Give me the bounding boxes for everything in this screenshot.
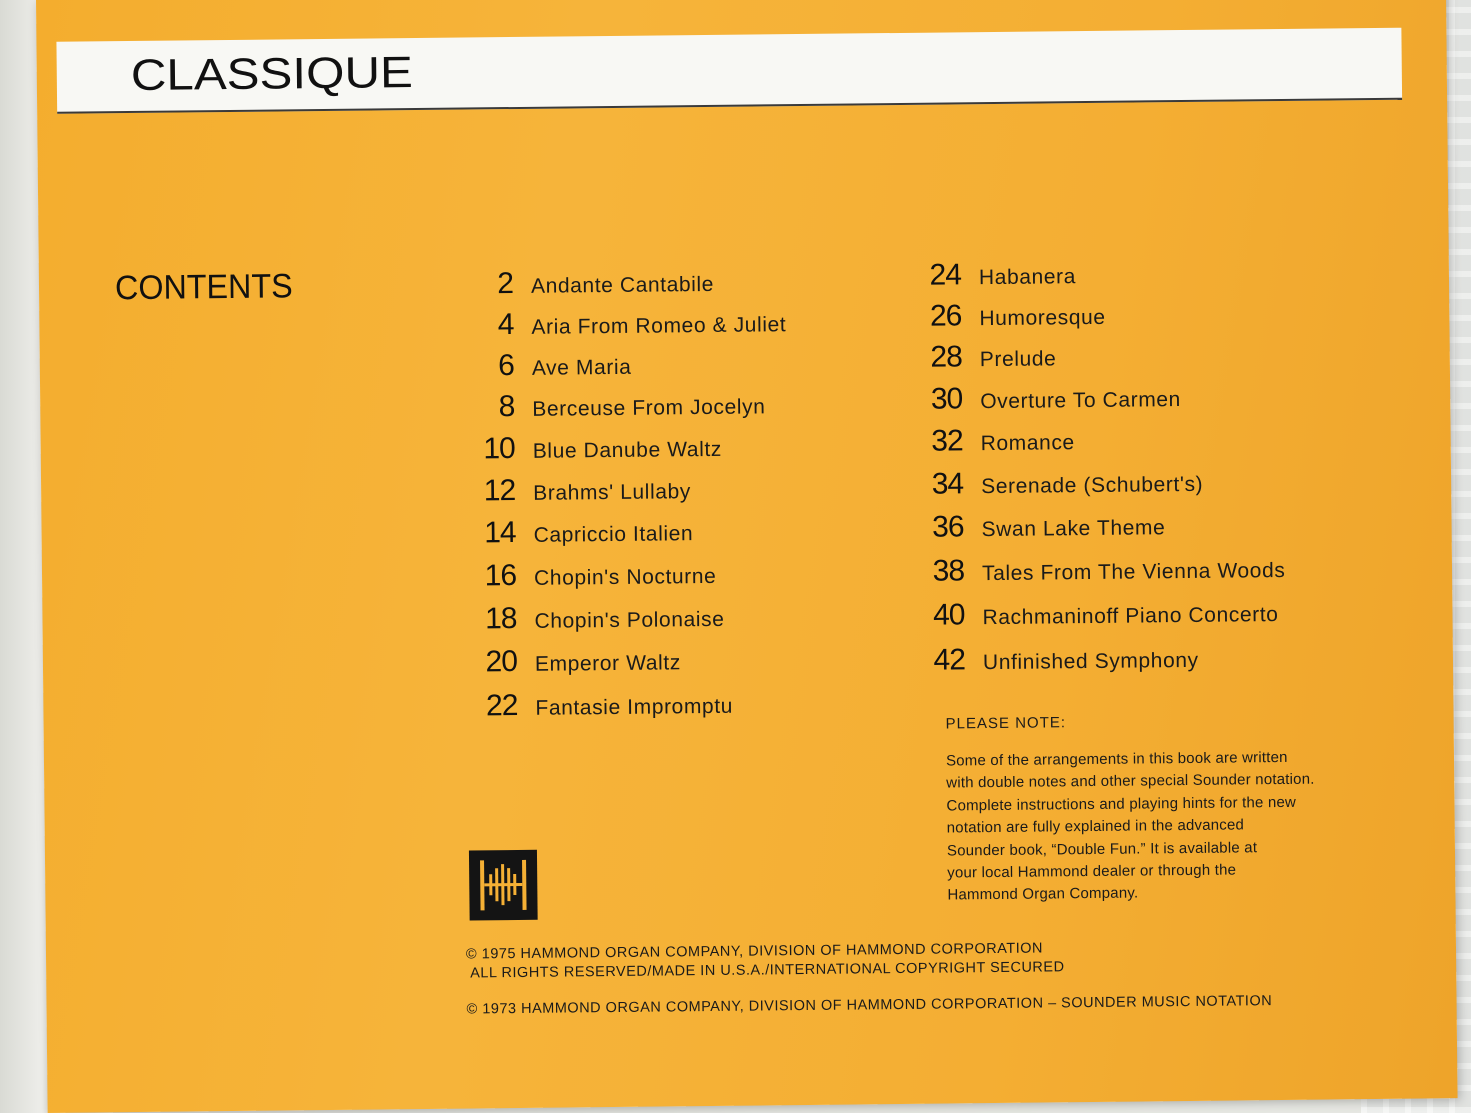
toc-entry <box>472 600 724 637</box>
toc-piece-title: Swan Lake Theme <box>981 516 1166 542</box>
toc-page-number: 14 <box>484 516 516 550</box>
note-line: notation are fully explained in the advanced <box>946 816 1245 837</box>
toc-entry <box>917 257 1076 293</box>
toc-entry <box>920 595 1278 633</box>
toc-page-number: 6 <box>497 349 515 383</box>
hammond-logo <box>469 850 538 921</box>
toc-entry <box>918 423 1074 459</box>
toc-entry <box>469 305 786 342</box>
toc-page-number: 38 <box>932 554 965 588</box>
toc-entry <box>917 298 1106 334</box>
toc-piece-title: Capriccio Italien <box>533 522 694 547</box>
toc-page-number: 8 <box>498 390 515 424</box>
toc-piece-title: Overture To Carmen <box>980 388 1182 414</box>
toc-page-number: 42 <box>933 643 966 677</box>
toc-piece-title: Andante Cantabile <box>530 272 715 298</box>
toc-entry <box>471 472 691 508</box>
toc-entry <box>471 514 693 550</box>
contents-heading: CONTENTS <box>114 267 293 308</box>
toc-page-number: 2 <box>497 267 514 301</box>
toc-page-number: 28 <box>930 340 962 374</box>
toc-entry <box>473 643 681 679</box>
note-body <box>946 746 1388 907</box>
copyright-line-3: © 1973 HAMMOND ORGAN COMPANY, DIVISION OF HAMMOND CORPORATION – SOUNDER MUSIC NOTATION <box>466 993 1273 1018</box>
toc-page-number: 20 <box>485 645 518 679</box>
note-line: Complete instructions and playing hints for the new <box>946 793 1297 815</box>
toc-piece-title: Tales From The Vienna Woods <box>981 558 1286 586</box>
toc-page-number: 24 <box>929 258 962 292</box>
toc-entry <box>919 465 1203 502</box>
toc-page-number: 36 <box>932 510 964 544</box>
toc-piece-title: Chopin's Nocturne <box>533 564 717 590</box>
toc-piece-title: Berceuse From Jocelyn <box>532 395 766 421</box>
toc-entry <box>920 551 1286 589</box>
toc-piece-title: Rachmaninoff Piano Concerto <box>982 603 1279 630</box>
toc-page-number: 32 <box>931 424 963 458</box>
book-title: CLASSIQUE <box>130 48 414 101</box>
note-line: your local Hammond dealer or through the <box>947 861 1237 882</box>
toc-piece-title: Ave Maria <box>531 355 632 380</box>
toc-piece-title: Chopin's Polonaise <box>534 607 725 633</box>
toc-piece-title: Unfinished Symphony <box>982 648 1199 675</box>
booklet-page <box>36 0 1458 1113</box>
note-line: Hammond Organ Company. <box>947 884 1139 904</box>
toc-piece-title: Emperor Waltz <box>534 651 681 676</box>
toc-page-number: 4 <box>497 308 514 342</box>
note-heading: PLEASE NOTE: <box>945 714 1067 733</box>
toc-piece-title: Romance <box>980 431 1075 456</box>
toc-piece-title: Blue Danube Waltz <box>532 437 723 463</box>
toc-page-number: 30 <box>930 382 963 416</box>
toc-piece-title: Habanera <box>978 265 1077 290</box>
toc-piece-title: Aria From Romeo & Juliet <box>531 313 787 339</box>
note-line: Some of the arrangements in this book are written <box>945 748 1288 770</box>
toc-page-number: 12 <box>483 474 516 508</box>
toc-page-number: 40 <box>932 598 965 632</box>
toc-page-number: 26 <box>929 299 962 333</box>
copyright-line-1: © 1975 HAMMOND ORGAN COMPANY, DIVISION OF HAMMOND CORPORATION <box>465 940 1044 963</box>
toc-page-number: 10 <box>483 432 515 466</box>
toc-piece-title: Humoresque <box>979 305 1106 331</box>
toc-page-number: 16 <box>484 559 517 593</box>
toc-entry <box>918 339 1057 374</box>
toc-page-number: 18 <box>484 602 517 636</box>
copyright-line-2: ALL RIGHTS RESERVED/MADE IN U.S.A./INTERNATIONAL COPYRIGHT SECURED <box>470 959 1065 982</box>
toc-entry <box>473 687 733 724</box>
hammond-h-logo-icon <box>469 850 538 921</box>
toc-piece-title: Fantasie Impromptu <box>535 694 734 720</box>
toc-piece-title: Serenade (Schubert's) <box>981 472 1204 499</box>
toc-entry <box>918 380 1181 417</box>
toc-entry <box>471 430 723 467</box>
please-note-box <box>946 711 1388 907</box>
toc-entry <box>470 387 766 424</box>
toc-entry <box>472 557 717 594</box>
title-band <box>56 28 1402 114</box>
toc-entry <box>470 348 632 384</box>
toc-page-number: 34 <box>931 467 964 501</box>
note-line: with double notes and other special Sounder notation. <box>946 771 1315 792</box>
note-line: Sounder book, “Double Fun.” It is available at <box>946 838 1258 860</box>
toc-entry <box>921 641 1199 678</box>
toc-page-number: 22 <box>485 688 518 723</box>
toc-entry <box>919 508 1165 545</box>
toc-piece-title: Prelude <box>979 347 1057 372</box>
toc-piece-title: Brahms' Lullaby <box>533 480 692 505</box>
toc-entry <box>469 265 714 302</box>
